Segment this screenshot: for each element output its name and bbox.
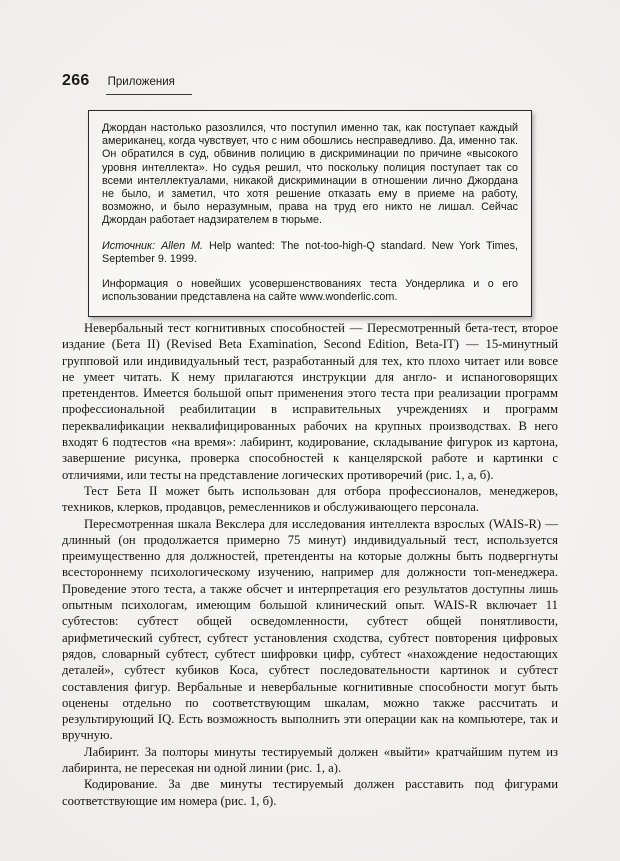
box-story-paragraph: Джордан настолько разозлился, что поступил именно так, как поступает каждый американец, когда чувствует, что с ним обошлись несправедливо. Да, именно так. Он обратился в суд, обвинив полицию в дискриминации по причине «высокого уровня интеллекта». Но судья решил, что поскольку полиция поступает так со всеми интеллектуалами, никакой дискриминации в отношении лично Джордана не было, и заметил, что хотя решение отказать ему в приеме на работу, возможно, и было неразумным, права на труд его никто не лишал. Сейчас Джордан работает надзирателем в тюрьме. xyxy=(102,122,518,227)
body-paragraph: Тест Бета II может быть использован для отбора профессионалов, менеджеров, техников, клерков, продавцов, ремесленников и обслуживающего персонала. xyxy=(62,483,558,515)
box-source-line xyxy=(102,240,518,266)
page-number: 266 xyxy=(62,72,90,89)
body-paragraph: Невербальный тест когнитивных способностей — Пересмотренный бета-тест, второе издание (Бета II) (Revised Beta Examination, Second Edition, Beta-IT) — 15-минутный групповой или индивидуальный тест, разработанный для тех, кто плохо читает или вовсе не умеет читать. К нему прилагаются инструкции для англо- и испаноговорящих претендентов. Имеется большой опыт применения этого теста при реализации программ профессиональной реабилитации в исправительных учреждениях и программ переквалификации неквалифицированных рабочих на крупных производствах. В него входят 6 подтестов «на время»: лабиринт, кодирование, складывание фигурок из картона, завершение рисунка, проверка способностей к канцелярской работе и картинки с отличиями, или тесты на представление логических противоречий (рис. 1, а, б). xyxy=(62,321,558,482)
source-citation-title: Help wanted: The not-too-high-Q standard. New York Times, September 9. 1999. xyxy=(102,239,518,265)
body-paragraph: Пересмотренная шкала Векслера для исследования интеллекта взрослых (WAIS-R) — длинный (он продолжается примерно 75 минут) индивидуальный тест, используется преимущественно для должностей, претенденты на которые должны быть подвергнуты всестороннему психологическому изучению, например для должности топ-менеджера. Проведение этого теста, а также обсчет и интерпретация его результатов доступны лишь опытным психологам, имеющим большой клинический опыт. WAIS-R включает 11 субтестов: субтест общей осведомленности, субтест общей понятливости, арифметический субтест, субтест установления сходства, субтест повторения цифровых рядов, словарный субтест, субтест шифровки цифр, субтест «нахождение недостающих деталей», субтест кубиков Коса, субтест последовательности картинок и субтест составления фигур. Вербальные и невербальные когнитивные способности могут быть оценены отдельно по соответствующим шкалам, можно также рассчитать и результирующий IQ. Есть возможность выполнить эти операции как на компьютере, так и вручную. xyxy=(62,516,558,743)
body-paragraph: Кодирование. За две минуты тестируемый должен расставить под фигурами соответствующие им номера (рис. 1, б). xyxy=(62,777,558,808)
body-text xyxy=(62,320,558,809)
running-head: Приложения xyxy=(106,76,192,95)
page-header xyxy=(62,72,192,95)
body-paragraph: Лабиринт. За полторы минуты тестируемый должен «выйти» кратчайшим путем из лабиринта, не пересекая ни одной линии (рис. 1, а). xyxy=(62,744,558,776)
box-info-paragraph: Информация о новейших усовершенствованиях теста Уондерлика и о его использовании представлена на сайте www.wonderlic.com. xyxy=(102,278,518,304)
source-citation-author: Источник: Allen M. xyxy=(102,239,204,252)
info-box xyxy=(88,110,532,317)
